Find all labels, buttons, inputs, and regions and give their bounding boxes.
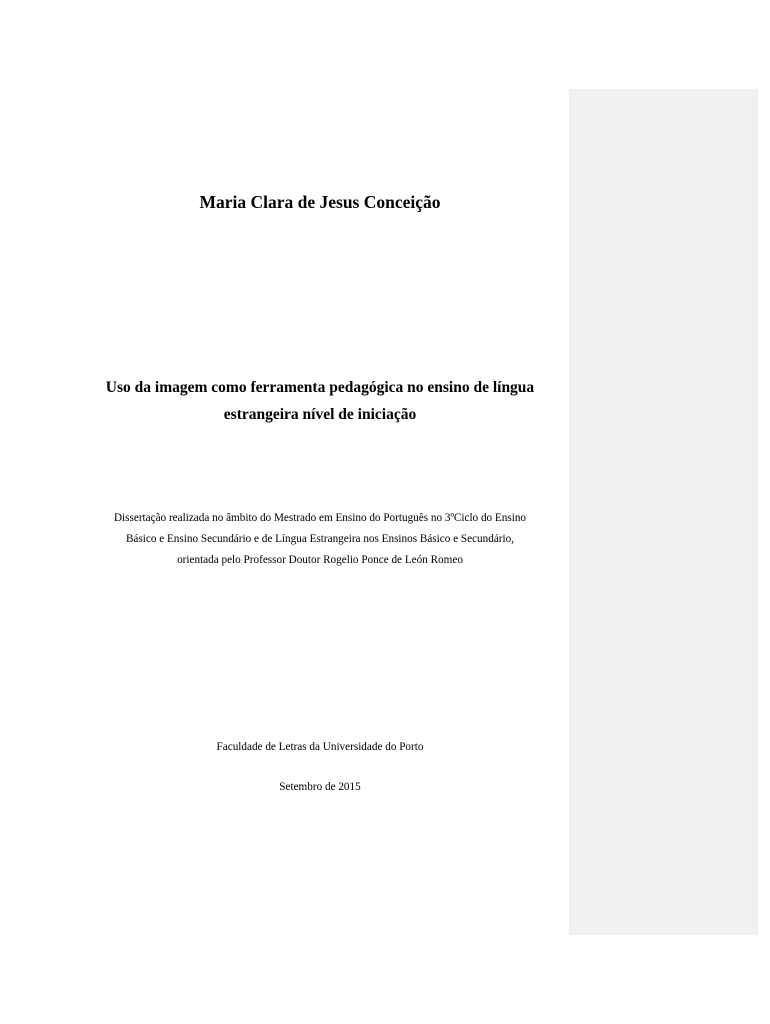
author-name: Maria Clara de Jesus Conceição (199, 192, 441, 212)
statement-line: Básico e Ensino Secundário e de Língua Estrangeira nos Ensinos Básico e Secundário, (125, 533, 515, 545)
statement-line: Dissertação realizada no âmbito do Mestrado em Ensino do Português no 3ºCiclo do Ensino (113, 512, 527, 524)
statement-line: orientada pelo Professor Doutor Rogelio Ponce de León Romeo (177, 554, 463, 566)
submission-date: Setembro de 2015 (279, 781, 361, 793)
comment-margin-panel (569, 89, 758, 935)
title-line: estrangeira nível de iniciação (223, 406, 417, 423)
title-line: Uso da imagem como ferramenta pedagógica no ensino de língua (105, 379, 535, 396)
dissertation-statement (70, 508, 570, 571)
dissertation-title (70, 374, 570, 428)
faculty-name: Faculdade de Letras da Universidade do Porto (216, 741, 424, 753)
